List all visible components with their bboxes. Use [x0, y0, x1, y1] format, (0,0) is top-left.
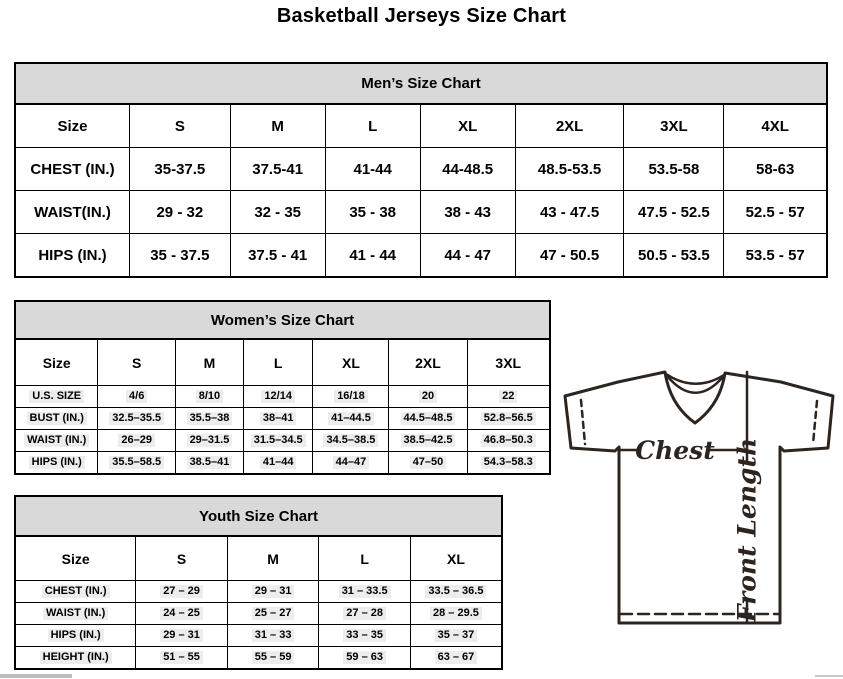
size-cell: 63 – 67 [410, 647, 502, 670]
youth-header-row [15, 536, 502, 581]
womens-col-header: S [98, 339, 176, 386]
jersey-measurement-diagram [556, 360, 843, 634]
womens-hips-row [15, 452, 550, 475]
size-cell: 48.5-53.5 [515, 148, 624, 191]
size-cell: 35 – 37 [410, 625, 502, 647]
youth-waist-row [15, 603, 502, 625]
size-cell: 37.5 - 41 [230, 234, 325, 278]
youth-size-table [14, 495, 503, 670]
mens-col-header: XL [420, 104, 515, 148]
size-cell: 27 – 28 [319, 603, 411, 625]
youth-chest-row [15, 581, 502, 603]
page-title: Basketball Jerseys Size Chart [276, 5, 567, 27]
row-label: WAIST (IN.) [15, 430, 98, 452]
womens-col-header: XL [313, 339, 389, 386]
mens-chest-row [15, 148, 827, 191]
row-label: U.S. SIZE [15, 386, 98, 408]
size-cell: 33.5 – 36.5 [410, 581, 502, 603]
womens-table-title: Women’s Size Chart [15, 301, 550, 339]
size-cell: 53.5-58 [624, 148, 724, 191]
size-cell: 22 [467, 386, 550, 408]
size-cell: 41-44 [325, 148, 420, 191]
jersey-outline-illustration [556, 360, 843, 634]
size-cell: 47.5 - 52.5 [624, 191, 724, 234]
youth-col-header: L [319, 536, 411, 581]
mens-header-row [15, 104, 827, 148]
size-cell: 55 – 59 [227, 647, 319, 670]
size-cell: 44 - 47 [420, 234, 515, 278]
size-cell: 35 - 37.5 [129, 234, 230, 278]
womens-bust-row [15, 408, 550, 430]
row-label: CHEST (IN.) [15, 148, 129, 191]
row-label: CHEST (IN.) [15, 581, 136, 603]
size-cell: 35.5–58.5 [98, 452, 176, 475]
size-cell: 26–29 [98, 430, 176, 452]
row-label: HIPS (IN.) [15, 234, 129, 278]
size-cell: 53.5 - 57 [724, 234, 827, 278]
size-cell: 41–44.5 [313, 408, 389, 430]
mens-col-header: 3XL [624, 104, 724, 148]
size-cell: 31 – 33.5 [319, 581, 411, 603]
womens-waist-row [15, 430, 550, 452]
size-cell: 41–44 [243, 452, 313, 475]
size-cell: 47 - 50.5 [515, 234, 624, 278]
row-label: HEIGHT (IN.) [15, 647, 136, 670]
size-cell: 20 [389, 386, 467, 408]
size-cell: 33 – 35 [319, 625, 411, 647]
size-cell: 28 – 29.5 [410, 603, 502, 625]
size-cell: 38–41 [243, 408, 313, 430]
size-cell: 27 – 29 [136, 581, 228, 603]
youth-col-header: S [136, 536, 228, 581]
size-cell: 38 - 43 [420, 191, 515, 234]
youth-col-header: XL [410, 536, 502, 581]
size-cell: 52.5 - 57 [724, 191, 827, 234]
size-cell: 12/14 [243, 386, 313, 408]
size-cell: 24 – 25 [136, 603, 228, 625]
size-cell: 35-37.5 [129, 148, 230, 191]
mens-col-header: 4XL [724, 104, 827, 148]
size-cell: 52.8–56.5 [467, 408, 550, 430]
womens-col-header: M [175, 339, 243, 386]
size-cell: 44–47 [313, 452, 389, 475]
womens-col-header: L [243, 339, 313, 386]
size-cell: 29 - 32 [129, 191, 230, 234]
row-label: BUST (IN.) [15, 408, 98, 430]
size-cell: 31 – 33 [227, 625, 319, 647]
mens-hips-row [15, 234, 827, 278]
size-cell: 4/6 [98, 386, 176, 408]
size-cell: 31.5–34.5 [243, 430, 313, 452]
size-cell: 32 - 35 [230, 191, 325, 234]
row-label: WAIST (IN.) [15, 603, 136, 625]
youth-table-title: Youth Size Chart [15, 496, 502, 536]
size-cell: 25 – 27 [227, 603, 319, 625]
mens-col-header: M [230, 104, 325, 148]
size-cell: 29–31.5 [175, 430, 243, 452]
size-cell: 43 - 47.5 [515, 191, 624, 234]
row-label: HIPS (IN.) [15, 452, 98, 475]
youth-height-row [15, 647, 502, 670]
chest-measure-label: Chest [635, 436, 715, 465]
mens-col-header: 2XL [515, 104, 624, 148]
womens-col-header: 3XL [467, 339, 550, 386]
mens-table-title: Men’s Size Chart [15, 63, 827, 104]
size-cell: 37.5-41 [230, 148, 325, 191]
youth-col-header: M [227, 536, 319, 581]
size-cell: 34.5–38.5 [313, 430, 389, 452]
size-cell: 41 - 44 [325, 234, 420, 278]
womens-ussize-row [15, 386, 550, 408]
jersey-body-outline [565, 372, 833, 623]
size-cell: 16/18 [313, 386, 389, 408]
size-cell: 47–50 [389, 452, 467, 475]
size-cell: 38.5–42.5 [389, 430, 467, 452]
size-cell: 44.5–48.5 [389, 408, 467, 430]
row-label: WAIST(IN.) [15, 191, 129, 234]
size-cell: 35 - 38 [325, 191, 420, 234]
mens-col-header: Size [15, 104, 129, 148]
size-cell: 44-48.5 [420, 148, 515, 191]
size-cell: 58-63 [724, 148, 827, 191]
size-cell: 35.5–38 [175, 408, 243, 430]
horizontal-scrollbar-thumb[interactable] [0, 674, 72, 678]
horizontal-scrollbar-track-fragment [815, 675, 843, 677]
youth-hips-row [15, 625, 502, 647]
size-cell: 54.3–58.3 [467, 452, 550, 475]
youth-col-header: Size [15, 536, 136, 581]
size-cell: 38.5–41 [175, 452, 243, 475]
size-cell: 8/10 [175, 386, 243, 408]
size-cell: 32.5–35.5 [98, 408, 176, 430]
mens-col-header: S [129, 104, 230, 148]
size-cell: 59 – 63 [319, 647, 411, 670]
womens-col-header: Size [15, 339, 98, 386]
mens-waist-row [15, 191, 827, 234]
womens-col-header: 2XL [389, 339, 467, 386]
size-cell: 29 – 31 [227, 581, 319, 603]
size-cell: 29 – 31 [136, 625, 228, 647]
mens-col-header: L [325, 104, 420, 148]
womens-size-table [14, 300, 551, 475]
front-length-measure-label: Front Length [732, 437, 762, 623]
size-cell: 46.8–50.3 [467, 430, 550, 452]
size-cell: 51 – 55 [136, 647, 228, 670]
womens-header-row [15, 339, 550, 386]
right-sleeve-dashed-seam [813, 401, 817, 444]
left-sleeve-dashed-seam [581, 400, 585, 444]
mens-size-table [14, 62, 828, 278]
size-cell: 50.5 - 53.5 [624, 234, 724, 278]
row-label: HIPS (IN.) [15, 625, 136, 647]
